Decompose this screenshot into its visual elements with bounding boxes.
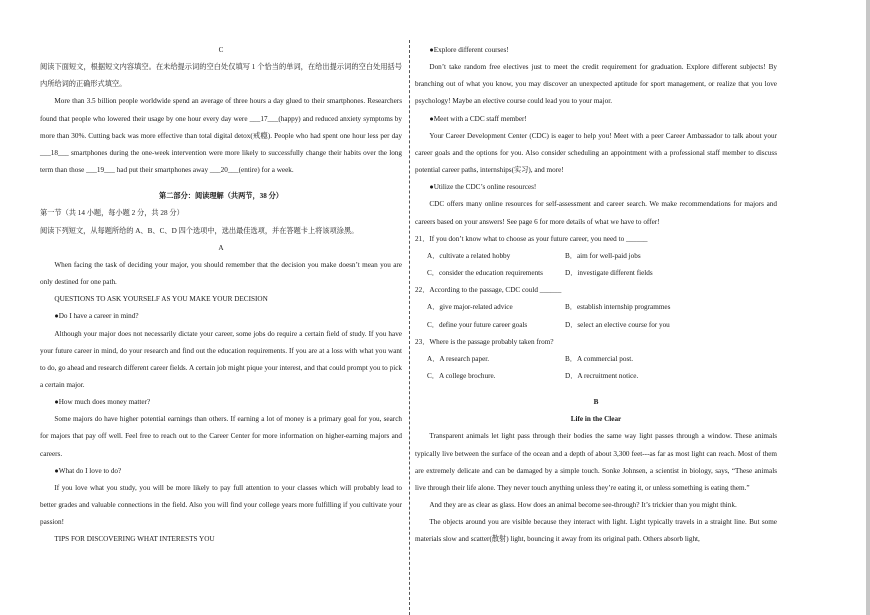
option-23-c: C．A college brochure. (427, 371, 496, 380)
tip-3-text: CDC offers many online resources for self-assessment and career search. We make recommendations for majors and careers based on your answers! See page 6 for more details of what we have to offer! (415, 200, 777, 226)
passage-b-title: B (593, 398, 599, 407)
question-22-options-cd (415, 317, 777, 334)
question-21: 21．If you don’t know what to choose as your future career, you need to ______ (415, 234, 648, 243)
passage-b-paragraph-1: Transparent animals let light pass through their bodies the same way light passes through a window. These animals typically live between the surface of the ocean and a depth of about 3,300 feet---as far as most light can reach. Most of them are extremely delicate and can be damaged by a simple touch. Sonke Johnsen, a scientist in biology, says, “These animals live through their life alone. They never touch anything unless they’re eating it, or unless something is eating them.” (415, 432, 777, 492)
question-22-options-ab (415, 299, 777, 316)
bullet-3-text: If you love what you study, you will be more likely to pay full attention to your classes which will probably lead to better grades and valuable connections in the field. Also you will find your college years more fulfilling if you cultivate your passion! (40, 483, 402, 527)
passage-b-subtitle: Life in the Clear (570, 415, 622, 424)
question-23-options-cd (415, 368, 777, 385)
question-23: 23．Where is the passage probably taken from? (415, 337, 554, 346)
left-column (40, 42, 402, 549)
option-22-b: B．establish internship programmes (565, 303, 671, 312)
section-c-title: C (218, 46, 224, 54)
tip-2-text: Your Career Development Center (CDC) is eager to help you! Meet with a peer Career Ambassador to talk about your career goals and the options for you. Also consider scheduling an appointment with a professional staff member to discuss potential career paths, internships(实习), and more! (415, 131, 777, 175)
question-22: 22．According to the passage, CDC could ______ (415, 286, 562, 295)
option-23-d: D．A recruitment notice. (565, 371, 639, 380)
question-21-options-cd (415, 265, 777, 282)
right-column (415, 42, 777, 549)
option-21-d: D．investigate different fields (565, 269, 653, 278)
option-22-d: D．select an elective course for you (565, 320, 670, 329)
option-23-b: B．A commercial post. (565, 354, 634, 363)
part2-title: 第二部分：阅读理解（共两节，38 分） (159, 192, 283, 201)
bullet-1-text: Although your major does not necessarily dictate your career, some jobs do require a certain field of study. If you have your future career in mind, do your research and find out the education requirements. If you are at a loss with what you want to do, go ahead and research different career fields. A certain job might pique your interest, and that could prompt you to pick a certain major. (40, 329, 402, 389)
section-c-instructions: 阅读下面短文，根据短文内容填空。在未给提示词的空白处仅填写 1 个恰当的单词，在给出提示词的空白处用括号内所给词的正确形式填空。 (40, 63, 402, 89)
questions-heading: QUESTIONS TO ASK YOURSELF AS YOU MAKE YOUR DECISION (54, 295, 268, 304)
tip-2: ●Meet with a CDC staff member! (429, 114, 527, 123)
passage-a-title: A (218, 243, 224, 252)
section-c-paragraph: More than 3.5 billion people worldwide spend an average of three hours a day glued to their smartphones. Researchers found that people who lowered their usage by one hour every day were ___17___(happy) and reduced anxiety symptoms by more than 30%. Cutting back was more effective than total digital detox(戒瘾). People who had spent one hour less per day ___18___ smartphones during the one-week intervention were more likely to successfully change their habits over the long term than those ___19___ had put their smartphones away ___20___(entire) for a week. (40, 97, 402, 175)
option-21-c: C．consider the education requirements (427, 269, 543, 278)
option-22-c: C．define your future career goals (427, 320, 528, 329)
column-divider (409, 40, 410, 615)
bullet-2-text: Some majors do have higher potential earnings than others. If earning a lot of money is a primary goal for you, search for majors that pay off well. Feel free to reach out to the Career Center for more information on higher-earning majors and careers. (40, 415, 402, 458)
tips-heading: TIPS FOR DISCOVERING WHAT INTERESTS YOU (54, 535, 215, 544)
passage-b-paragraph-2: And they are as clear as glass. How does an animal become see-through? It’s trickier than you might think. (429, 501, 737, 510)
question-21-options-ab (415, 248, 777, 265)
passage-b-paragraph-3: The objects around you are visible because they interact with light. Light typically travels in a straight line. But some materials slow and scatter(散射) light, bouncing it away from its original path. Others absorb light, (415, 518, 777, 544)
option-21-b: B．aim for well-paid jobs (565, 251, 641, 260)
option-22-a: A．give major-related advice (427, 303, 513, 312)
option-21-a: A．cultivate a related hobby (427, 251, 511, 260)
bullet-1: ●Do I have a career in mind? (54, 312, 139, 321)
tip-1-text: Don’t take random free electives just to meet the credit requirement for graduation. Explore different subjects! By branching out of what you know, you may discover an unexpected aptitude for sport management, or realize that you love psychology! Maybe an elective course could lead you to your major. (415, 63, 777, 106)
bullet-2: ●How much does money matter? (54, 398, 151, 407)
tip-3: ●Utilize the CDC’s online resources! (429, 183, 537, 192)
bullet-3: ●What do I love to do? (54, 466, 122, 475)
page-edge (866, 0, 870, 615)
passage-a-intro: When facing the task of deciding your major, you should remember that the decision you make doesn’t mean you are only destined for one path. (40, 260, 402, 287)
part2-instructions: 阅读下列短文，从每题所给的 A、B、C、D 四个选项中，选出最佳选项，并在答题卡上将该项涂黑。 (40, 226, 359, 235)
part2-section1: 第一节（共 14 小题，每小题 2 分，共 28 分） (40, 209, 184, 218)
tip-1: ●Explore different courses! (429, 46, 509, 54)
option-23-a: A．A research paper. (427, 354, 490, 363)
question-23-options-ab (415, 351, 777, 368)
